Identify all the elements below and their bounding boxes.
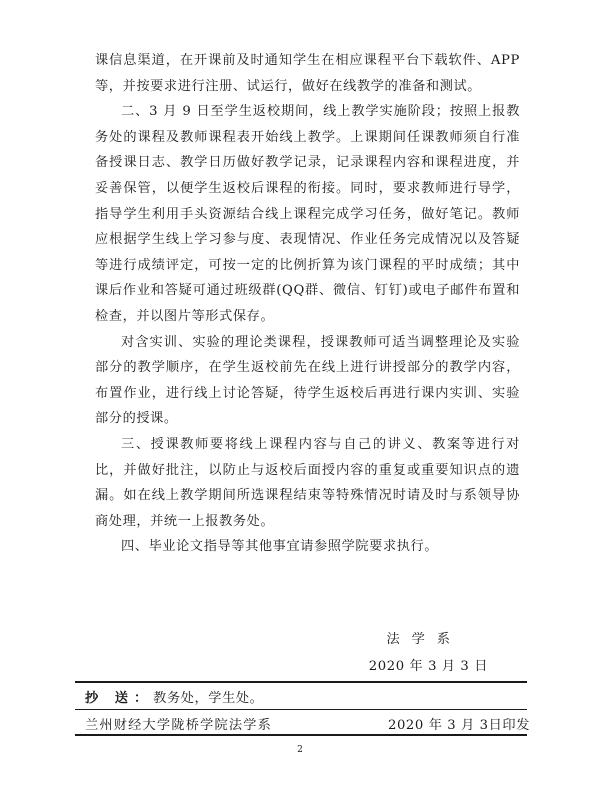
paragraph-section-two: 二、3 月 9 日至学生返校期间，线上教学实施阶段；按照上报教务处的课程及教师课程表开始线上教学。上课期间任课教师须自行准备授课日志、教学日历做好教学记录，记录课程内容和课程进度，并妥善保管，以便学生返校后课程的衔接。同时，要求教师进行导学，指导学生利用手头资源结合线上课程完成学习任务，做好笔记。教师应根据学生线上学习参与度、表现情况、作业任务完成情况以及答疑等进行成绩评定，可按一定的比例折算为该门课程的平时成绩；其中课后作业和答疑可通过班级群(QQ群、微信、钉钉)或电子邮件布置和检查，并以图片等形式保存。 [95, 104, 520, 324]
signature-organization: 法学系 [386, 632, 462, 647]
middle-divider [75, 709, 527, 710]
footer-issue-date: 2020 年 3 月 3日印发 [387, 718, 530, 733]
cc-label: 抄 送： [85, 691, 154, 706]
cc-recipients: 教务处，学生处。 [153, 691, 264, 706]
paragraph-section-three: 三、授课教师要将线上课程内容与自己的讲义、教案等进行对比，并做好批注，以防止与返校后面授内容的重复或重要知识点的遗漏。如在线上教学期间所选课程结束等特殊情况时请及时与系领导协商处理，并统一上报教务处。 [95, 436, 520, 529]
signature-date: 2020 年 3 月 3 日 [368, 659, 488, 674]
top-divider [75, 681, 527, 683]
paragraph-continuation: 课信息渠道，在开课前及时通知学生在相应课程平台下载软件、APP等，并按要求进行注册、试运行，做好在线教学的准备和测试。 [95, 53, 520, 94]
paragraph-section-four: 四、毕业论文指导等其他事宜请参照学院要求执行。 [121, 539, 439, 555]
cc-line [85, 687, 263, 706]
page-number: 2 [297, 745, 303, 755]
footer-issuer: 兰州财经大学陇桥学院法学系 [85, 718, 273, 733]
paragraph-practical-courses: 对含实训、实验的理论类课程，授课教师可适当调整理论及实验部分的教学顺序，在学生返校前先在线上进行讲授部分的教学内容，布置作业，进行线上讨论答疑，待学生返校后再进行课内实训、实验部分的授课。 [95, 334, 520, 427]
bottom-divider [75, 734, 527, 736]
document-body [95, 48, 520, 560]
